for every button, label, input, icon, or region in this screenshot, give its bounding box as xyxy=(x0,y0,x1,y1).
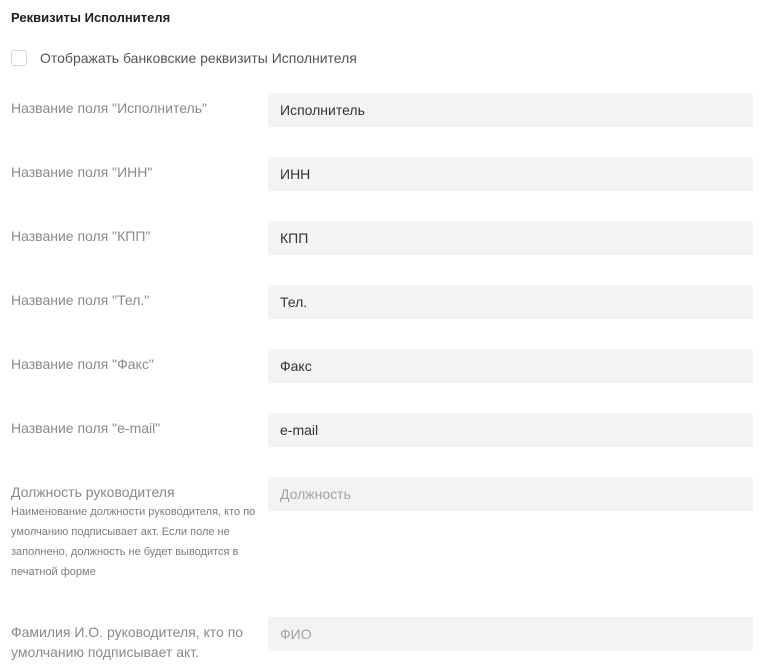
inn-field-input[interactable] xyxy=(268,157,753,191)
director-position-field-label xyxy=(11,482,256,582)
bank-details-checkbox[interactable] xyxy=(11,50,27,66)
executor-field-label: Название поля "Исполнитель" xyxy=(11,100,207,116)
bank-details-checkbox-label[interactable]: Отображать банковские реквизиты Исполнителя xyxy=(40,50,357,66)
inn-field-label: Название поля "ИНН" xyxy=(11,164,153,180)
director-name-field-label: Фамилия И.О. руководителя, кто по умолчанию подписывает акт. xyxy=(11,624,244,660)
phone-field-input[interactable] xyxy=(268,285,753,319)
director-position-input[interactable] xyxy=(268,477,753,511)
phone-field-label: Название поля "Тел." xyxy=(11,292,150,308)
fax-field-input[interactable] xyxy=(268,349,753,383)
email-field-input[interactable] xyxy=(268,413,753,447)
fax-field-label: Название поля "Факс" xyxy=(11,356,154,372)
executor-field-input[interactable] xyxy=(268,93,753,127)
kpp-field-label: Название поля "КПП" xyxy=(11,228,151,244)
director-position-label-text: Должность руководителя xyxy=(11,484,175,500)
kpp-field-input[interactable] xyxy=(268,221,753,255)
section-title: Реквизиты Исполнителя xyxy=(11,10,171,25)
bank-details-checkbox-row[interactable] xyxy=(11,48,357,68)
director-position-hint: Наименование должности руководителя, кто по умолчанию подписывает акт. Если поле не заполнено, должность не будет выводится в печатной форме xyxy=(11,506,256,578)
email-field-label: Название поля "e-mail" xyxy=(11,420,161,436)
director-name-input[interactable] xyxy=(268,617,753,651)
